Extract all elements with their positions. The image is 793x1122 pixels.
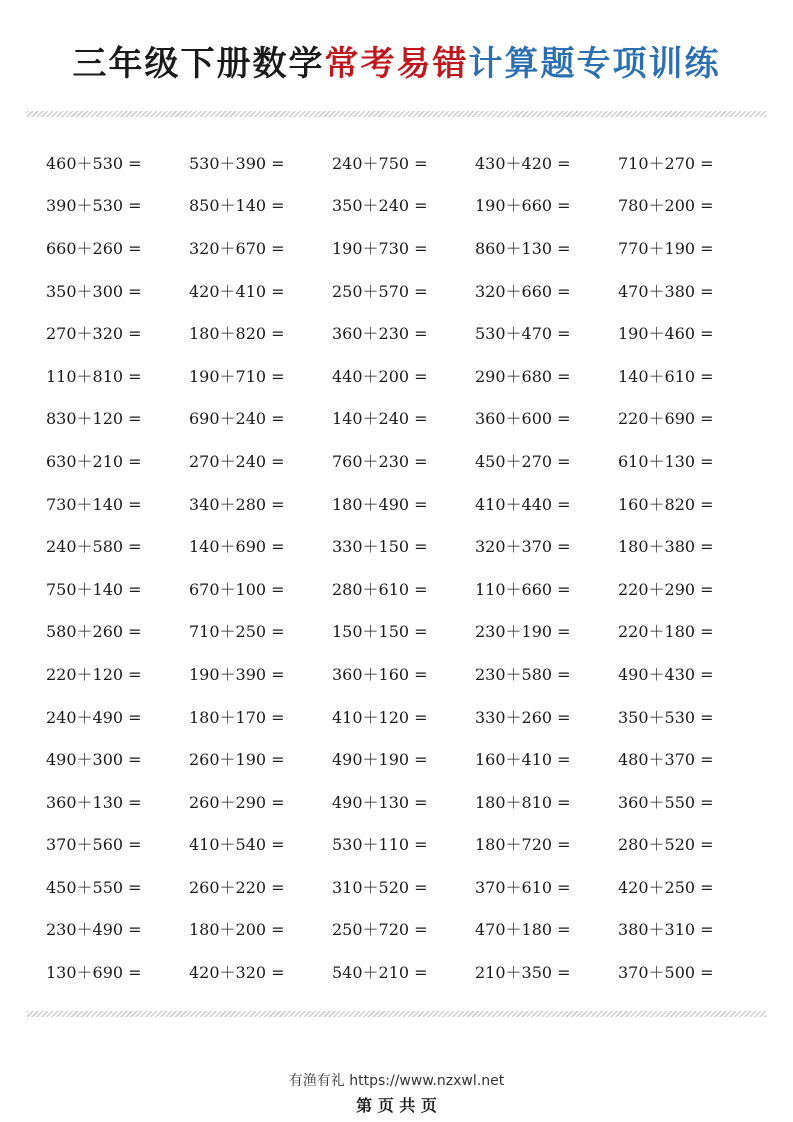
problem-item: 390＋530 =: [46, 196, 142, 216]
problem-item: 160＋820 =: [618, 494, 714, 514]
problem-item: 670＋100 =: [189, 579, 285, 599]
title-part-common-errors: 常考易错: [324, 44, 469, 84]
problem-item: 530＋390 =: [189, 153, 285, 173]
problem-item: 210＋350 =: [475, 963, 571, 983]
problem-item: 490＋130 =: [332, 792, 428, 812]
problem-row: [46, 780, 766, 823]
problem-item: 180＋820 =: [189, 324, 285, 344]
problem-item: 530＋470 =: [475, 324, 571, 344]
title-part-training: 计算题专项训练: [468, 44, 721, 84]
problem-item: 770＋190 =: [618, 238, 714, 258]
problem-item: 580＋260 =: [46, 622, 142, 642]
problem-row: [46, 695, 766, 738]
problem-item: 270＋320 =: [46, 324, 142, 344]
problem-item: 410＋540 =: [189, 835, 285, 855]
problem-item: 320＋660 =: [475, 281, 571, 301]
problem-row: [46, 567, 766, 610]
problem-item: 240＋750 =: [332, 153, 428, 173]
problem-item: 630＋210 =: [46, 451, 142, 471]
problem-item: 190＋710 =: [189, 366, 285, 386]
problem-item: 230＋190 =: [475, 622, 571, 642]
problem-item: 420＋410 =: [189, 281, 285, 301]
problem-item: 130＋690 =: [46, 963, 142, 983]
problem-item: 270＋240 =: [189, 451, 285, 471]
problem-item: 180＋200 =: [189, 920, 285, 940]
problem-row: [46, 950, 766, 993]
problem-item: 490＋190 =: [332, 750, 428, 770]
problem-item: 360＋230 =: [332, 324, 428, 344]
problem-item: 190＋460 =: [618, 324, 714, 344]
problem-item: 530＋110 =: [332, 835, 428, 855]
problem-item: 370＋500 =: [618, 963, 714, 983]
problem-item: 180＋380 =: [618, 537, 714, 557]
problem-row: [46, 737, 766, 780]
problem-item: 180＋720 =: [475, 835, 571, 855]
problem-item: 190＋660 =: [475, 196, 571, 216]
footer-page-number: 第 页 共 页: [356, 1096, 437, 1115]
problem-item: 180＋810 =: [475, 792, 571, 812]
top-divider: [27, 111, 766, 117]
problem-item: 370＋610 =: [475, 877, 571, 897]
problem-grid: [46, 141, 766, 993]
problem-row: [46, 311, 766, 354]
problem-item: 710＋270 =: [618, 153, 714, 173]
problem-item: 160＋410 =: [475, 750, 571, 770]
problem-item: 340＋280 =: [189, 494, 285, 514]
problem-item: 140＋610 =: [618, 366, 714, 386]
problem-item: 320＋370 =: [475, 537, 571, 557]
footer-site-text: 有渔有礼 https://www.nzxwl.net: [288, 1073, 505, 1089]
problem-row: [46, 865, 766, 908]
problem-item: 190＋730 =: [332, 238, 428, 258]
problem-item: 230＋490 =: [46, 920, 142, 940]
problem-item: 350＋300 =: [46, 281, 142, 301]
problem-item: 230＋580 =: [475, 664, 571, 684]
problem-item: 220＋120 =: [46, 664, 142, 684]
problem-item: 540＋210 =: [332, 963, 428, 983]
problem-item: 290＋680 =: [475, 366, 571, 386]
problem-item: 730＋140 =: [46, 494, 142, 514]
problem-item: 280＋520 =: [618, 835, 714, 855]
problem-item: 470＋180 =: [475, 920, 571, 940]
problem-item: 470＋380 =: [618, 281, 714, 301]
problem-row: [46, 269, 766, 312]
problem-item: 330＋150 =: [332, 537, 428, 557]
problem-row: [46, 141, 766, 184]
problem-row: [46, 184, 766, 227]
problem-row: [46, 610, 766, 653]
problem-item: 220＋290 =: [618, 579, 714, 599]
problem-item: 350＋240 =: [332, 196, 428, 216]
problem-item: 140＋240 =: [332, 409, 428, 429]
problem-item: 150＋150 =: [332, 622, 428, 642]
problem-row: [46, 397, 766, 440]
problem-item: 480＋370 =: [618, 750, 714, 770]
problem-item: 140＋690 =: [189, 537, 285, 557]
problem-item: 360＋130 =: [46, 792, 142, 812]
problem-item: 750＋140 =: [46, 579, 142, 599]
problem-item: 450＋270 =: [475, 451, 571, 471]
problem-row: [46, 524, 766, 567]
problem-item: 660＋260 =: [46, 238, 142, 258]
problem-item: 690＋240 =: [189, 409, 285, 429]
problem-row: [46, 226, 766, 269]
problem-item: 330＋260 =: [475, 707, 571, 727]
problem-item: 850＋140 =: [189, 196, 285, 216]
bottom-divider: [27, 1011, 766, 1017]
problem-item: 410＋120 =: [332, 707, 428, 727]
problem-item: 180＋170 =: [189, 707, 285, 727]
problem-item: 460＋530 =: [46, 153, 142, 173]
problem-row: [46, 482, 766, 525]
problem-item: 110＋660 =: [475, 579, 571, 599]
problem-item: 250＋570 =: [332, 281, 428, 301]
problem-item: 830＋120 =: [46, 409, 142, 429]
problem-item: 190＋390 =: [189, 664, 285, 684]
problem-item: 760＋230 =: [332, 451, 428, 471]
problem-item: 220＋690 =: [618, 409, 714, 429]
problem-item: 450＋550 =: [46, 877, 142, 897]
problem-item: 220＋180 =: [618, 622, 714, 642]
problem-item: 260＋190 =: [189, 750, 285, 770]
problem-item: 360＋550 =: [618, 792, 714, 812]
problem-item: 610＋130 =: [618, 451, 714, 471]
problem-item: 860＋130 =: [475, 238, 571, 258]
problem-item: 240＋490 =: [46, 707, 142, 727]
problem-item: 320＋670 =: [189, 238, 285, 258]
problem-item: 260＋290 =: [189, 792, 285, 812]
problem-row: [46, 354, 766, 397]
problem-item: 360＋160 =: [332, 664, 428, 684]
problem-row: [46, 439, 766, 482]
problem-item: 360＋600 =: [475, 409, 571, 429]
problem-item: 110＋810 =: [46, 366, 142, 386]
problem-item: 260＋220 =: [189, 877, 285, 897]
problem-row: [46, 908, 766, 951]
problem-item: 430＋420 =: [475, 153, 571, 173]
problem-item: 420＋320 =: [189, 963, 285, 983]
problem-item: 380＋310 =: [618, 920, 714, 940]
problem-item: 180＋490 =: [332, 494, 428, 514]
problem-item: 410＋440 =: [475, 494, 571, 514]
problem-item: 780＋200 =: [618, 196, 714, 216]
problem-item: 370＋560 =: [46, 835, 142, 855]
problem-item: 280＋610 =: [332, 579, 428, 599]
problem-item: 420＋250 =: [618, 877, 714, 897]
problem-row: [46, 652, 766, 695]
problem-item: 490＋300 =: [46, 750, 142, 770]
problem-item: 710＋250 =: [189, 622, 285, 642]
page-title: [0, 40, 793, 88]
problem-item: 350＋530 =: [618, 707, 714, 727]
problem-item: 490＋430 =: [618, 664, 714, 684]
problem-item: 440＋200 =: [332, 366, 428, 386]
problem-row: [46, 823, 766, 866]
title-part-grade: 三年级下册数学: [72, 44, 325, 84]
problem-item: 240＋580 =: [46, 537, 142, 557]
problem-item: 250＋720 =: [332, 920, 428, 940]
problem-item: 310＋520 =: [332, 877, 428, 897]
